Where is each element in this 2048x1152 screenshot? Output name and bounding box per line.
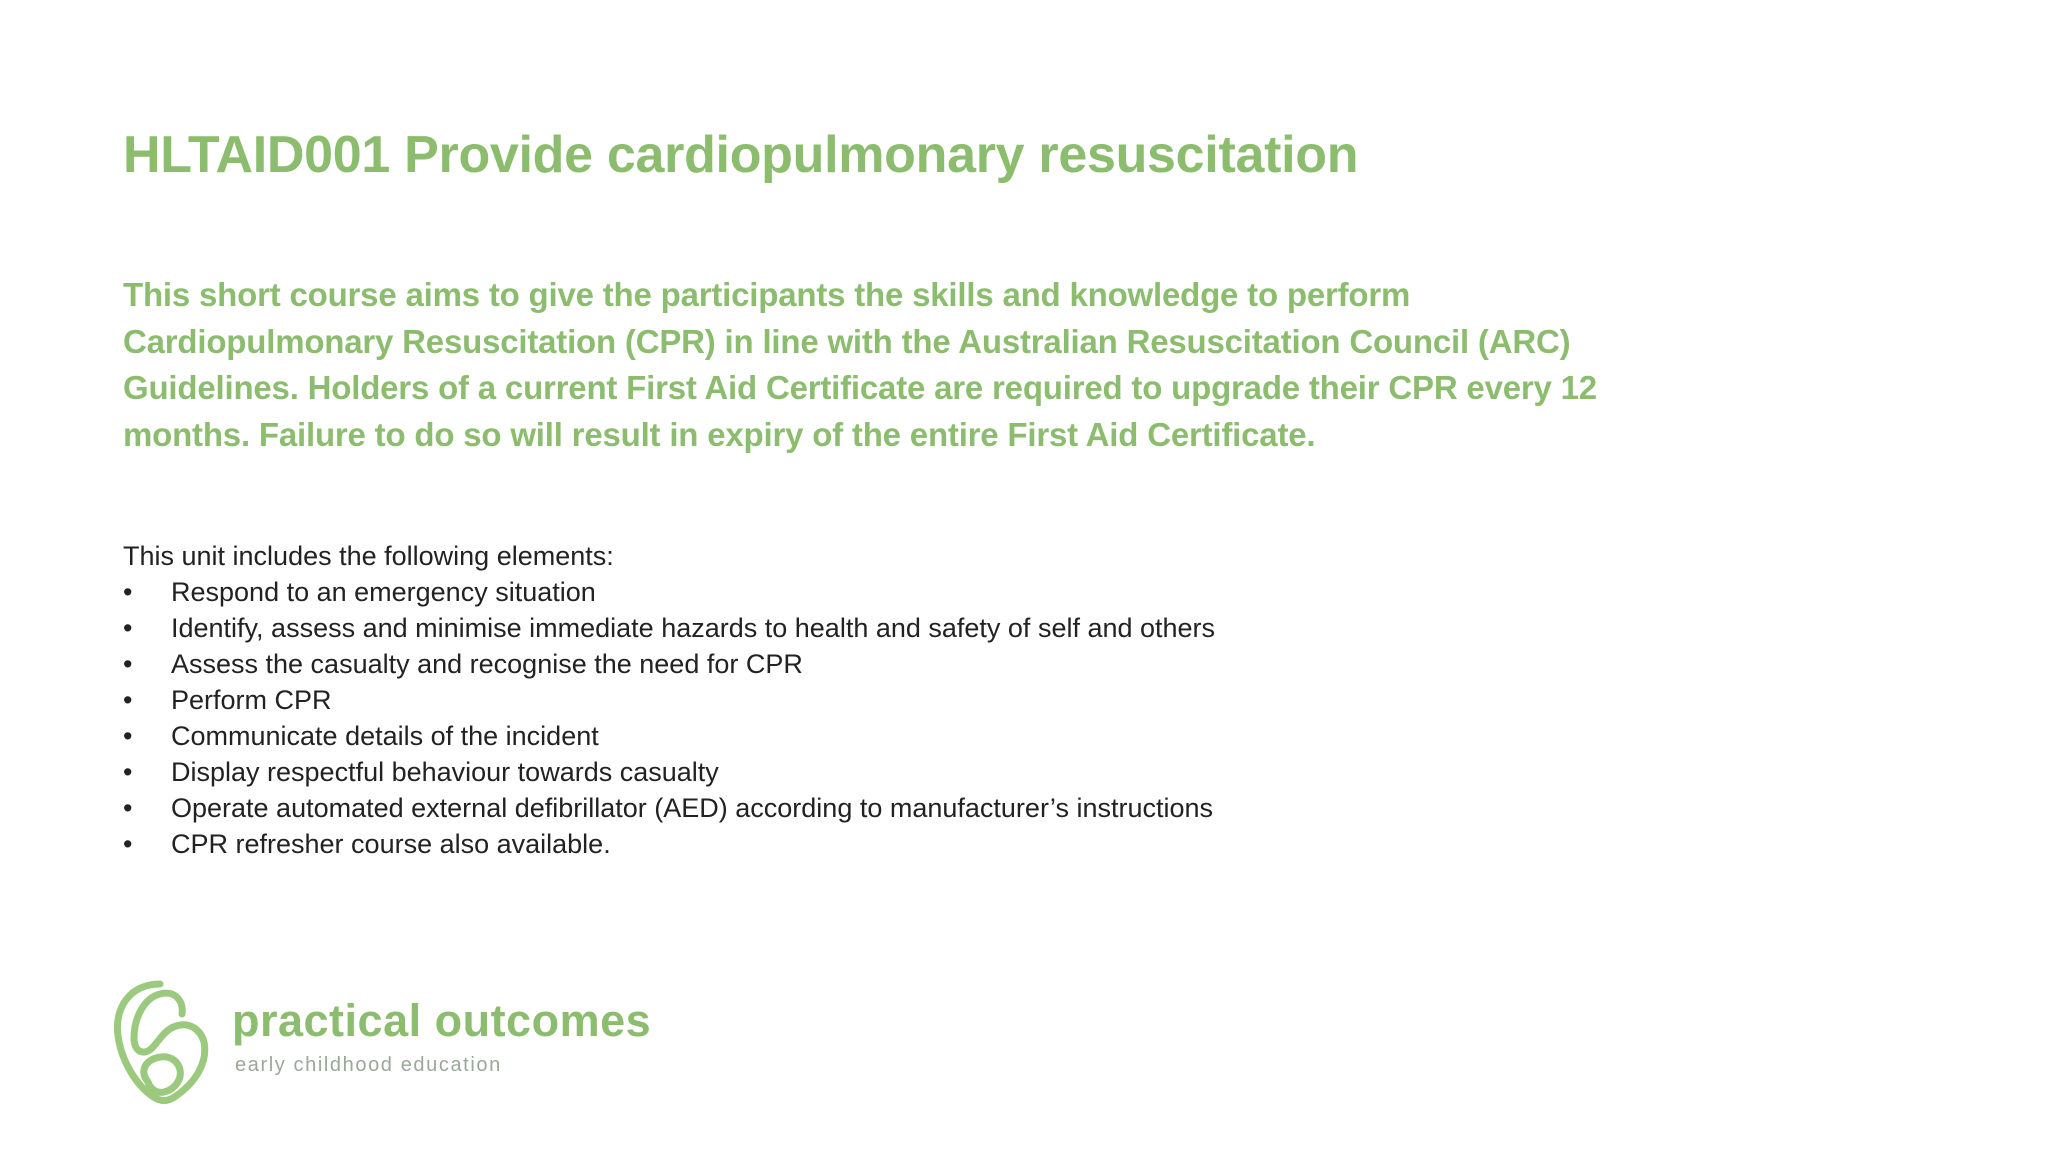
list-item-text: CPR refresher course also available. bbox=[171, 829, 611, 859]
list-item bbox=[123, 826, 1623, 862]
bullet-icon: • bbox=[123, 649, 133, 679]
bullet-icon: • bbox=[123, 613, 133, 643]
bullet-icon: • bbox=[123, 577, 133, 607]
logo-wordmark: practical outcomes bbox=[232, 995, 652, 1046]
list-item bbox=[123, 682, 1623, 718]
list-item-text: Operate automated external defibrillator (AED) according to manufacturer’s instructions bbox=[171, 793, 1214, 823]
bullet-icon: • bbox=[123, 757, 133, 787]
brand-logo bbox=[108, 978, 728, 1118]
bullet-icon: • bbox=[123, 721, 133, 751]
bullet-icon: • bbox=[123, 685, 133, 715]
list-item-text: Assess the casualty and recognise the need for CPR bbox=[171, 649, 803, 679]
list-item-text: Respond to an emergency situation bbox=[171, 577, 596, 607]
list-item-text: Display respectful behaviour towards casualty bbox=[171, 757, 719, 787]
unit-elements bbox=[123, 538, 1623, 862]
list-item-text: Communicate details of the incident bbox=[171, 721, 599, 751]
page-title: HLTAID001 Provide cardiopulmonary resuscitation bbox=[123, 126, 1359, 184]
elements-list bbox=[123, 574, 1623, 862]
list-item bbox=[123, 790, 1623, 826]
course-intro: This short course aims to give the participants the skills and knowledge to perform Cardiopulmonary Resuscitation (CPR) in line with the Australian Resuscitation Council (ARC) Guidelines. Holders of a current First Aid Certificate are required to upgrade their CPR every 12 months. Failure to do so will result in expiry of the entire First Aid Certificate. bbox=[123, 276, 1597, 453]
bullet-icon: • bbox=[123, 829, 133, 859]
practical-outcomes-logo-mark-icon bbox=[108, 978, 212, 1106]
list-item-text: Identify, assess and minimise immediate hazards to health and safety of self and others bbox=[171, 613, 1216, 643]
list-item bbox=[123, 754, 1623, 790]
logo-tagline: early childhood education bbox=[235, 1054, 502, 1076]
elements-heading: This unit includes the following elements: bbox=[123, 541, 614, 571]
list-item bbox=[123, 574, 1623, 610]
list-item bbox=[123, 646, 1623, 682]
list-item bbox=[123, 610, 1623, 646]
list-item bbox=[123, 718, 1623, 754]
list-item-text: Perform CPR bbox=[171, 685, 332, 715]
bullet-icon: • bbox=[123, 793, 133, 823]
